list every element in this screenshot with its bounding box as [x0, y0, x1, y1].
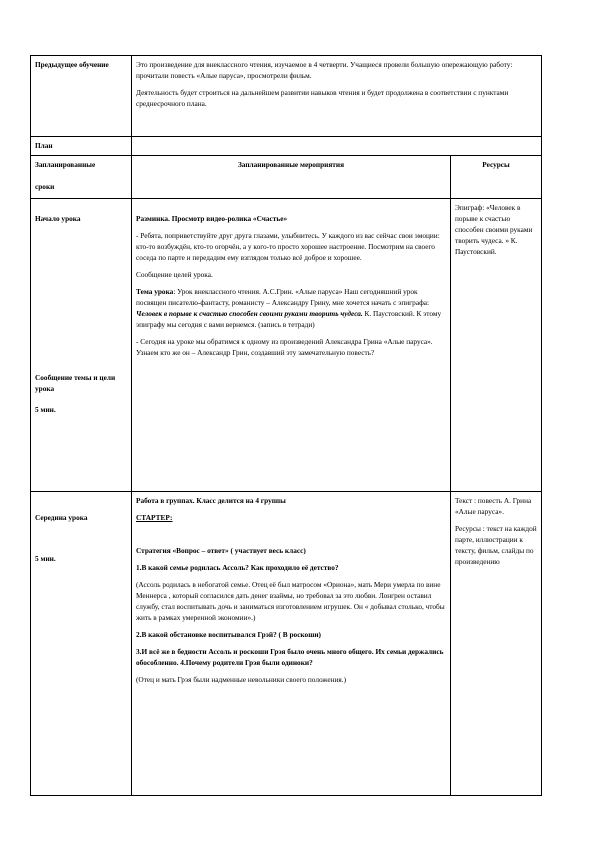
question-1: 1.В какой семье родилась Ассоль? Как проходило её детство? [136, 563, 339, 572]
topic-tail-text: К. Паустовский. К этому эпиграфу мы сегодня с вами вернемся. (запись в тетради) [136, 309, 442, 329]
table-row-lesson-start [31, 199, 542, 492]
warmup-title: Разминка. Просмотр видео-ролика «Счастье» [136, 214, 288, 223]
plan-empty-cell [132, 137, 542, 156]
header-resources: Ресурсы [451, 156, 542, 199]
lesson-plan-table [30, 55, 542, 796]
topic-paragraph [136, 286, 446, 330]
strategy-text: Стратегия «Вопрос – ответ» ( участвует весь класс) [136, 546, 306, 555]
previous-learning-cell [132, 56, 542, 137]
lesson-middle-time-cell [31, 492, 132, 796]
lesson-start-activities [132, 199, 451, 492]
lesson-start-time-cell [31, 199, 132, 492]
plan-label [31, 137, 132, 156]
plan-label-text: План [35, 141, 53, 150]
answer-4: (Отец и мать Грэя были надменные невольники своего положения.) [136, 675, 347, 684]
answer-1: (Ассоль родилась в небогатой семье. Отец её был матросом «Ориона», мать Мери умерла по вине Меннерса , который согласился дать денег взаймы, но требовал за это любви. Лонгрен оставил службу, стал воспитывать дочь и заниматься изготовлением игрушек. Он « добывал столько, чтобы жить в рамках умеренной экономии».) [136, 580, 445, 622]
table-row-previous-learning [31, 56, 542, 137]
group-work-title: Работа в группах. Класс делится на 4 группы [136, 496, 286, 505]
epigraph-resource-text: Эпиграф: «Человек в порыве к счастью способен своими руками творить чудеса. » К. Паустовский. [455, 203, 533, 256]
header-planned-time-line1: Запланированные [35, 160, 96, 169]
lesson-start-duration: 5 мин. [35, 405, 56, 414]
lesson-start-resources [451, 199, 542, 492]
previous-learning-label-text: Предыдущее обучение [35, 60, 109, 69]
lesson-middle-label: Середина урока [35, 513, 88, 522]
header-planned-activities: Запланированные мероприятия [132, 156, 451, 199]
question-3-4: 3.И всё же в бедности Ассоль и роскоши Грэя было очень много общего. Их семьи держались обособленно. 4.Почему родители Грэя были одиноки? [136, 647, 444, 667]
topic-text: : Урок внеклассного чтения. А.С.Грин. «Алые паруса» Наш сегодняшний урок посвящен писателю-фантасту, романисту – Александру Грину, мне хочется начать с эпиграфа: [136, 287, 430, 307]
topic-label: Тема урока [136, 287, 174, 296]
previous-learning-text-2: Деятельность будет строиться на дальнейшем развитии навыков чтения и будет продолжена в соответствии с пунктами среднесрочного плана. [136, 88, 509, 108]
lesson-middle-resources [451, 492, 542, 796]
lesson-middle-activities [132, 492, 451, 796]
table-row-lesson-middle [31, 492, 542, 796]
table-row-plan [31, 137, 542, 156]
text-resource: Текст : повесть А. Грина «Алые паруса». [455, 496, 532, 516]
warmup-text: - Ребята, поприветствуйте друг друга глазами, улыбнитесь. У каждого из вас сейчас свои эмоции: кто-то возбуждён, кто-то огорчён, а у кого-то просто хорошее настроение. Посмотрим на своего соседа по парте и передадим ему взглядом только всё доброе и хорошее. [136, 231, 440, 262]
header-planned-time [31, 156, 132, 199]
question-2: 2.В какой обстановке воспитывался Грэй? ( В роскоши) [136, 630, 321, 639]
previous-learning-label [31, 56, 132, 137]
topic-goal-label: Сообщение темы и цели урока [35, 373, 116, 393]
table-row-header [31, 156, 542, 199]
epigraph-text: Человек в порыве к счастью способен своими руками творить чудеса. [136, 309, 363, 318]
materials-resource: Ресурсы : текст на каждой парте, иллюстрации к тексту, фильм, слайды по произведению [455, 524, 537, 566]
previous-learning-text-1: Это произведение для внеклассного чтения, изучаемое в 4 четверти. Учащиеся провели большую опережающую работу: прочитали повесть «Алые паруса», просмотрели фильм. [136, 60, 513, 80]
starter-heading: СТАРТЕР: [136, 513, 173, 522]
goals-text: Сообщение целей урока. [136, 270, 213, 279]
lesson-start-label: Начало урока [35, 214, 81, 223]
header-planned-time-line2: сроки [35, 182, 55, 191]
author-intro-text: - Сегодня на уроке мы обратимся к одному из произведений Александра Грина «Алые паруса». Узнаем кто же он – Александр Грин, создавший эту замечательную повесть? [136, 337, 433, 357]
lesson-middle-duration: 5 мин. [35, 554, 56, 563]
